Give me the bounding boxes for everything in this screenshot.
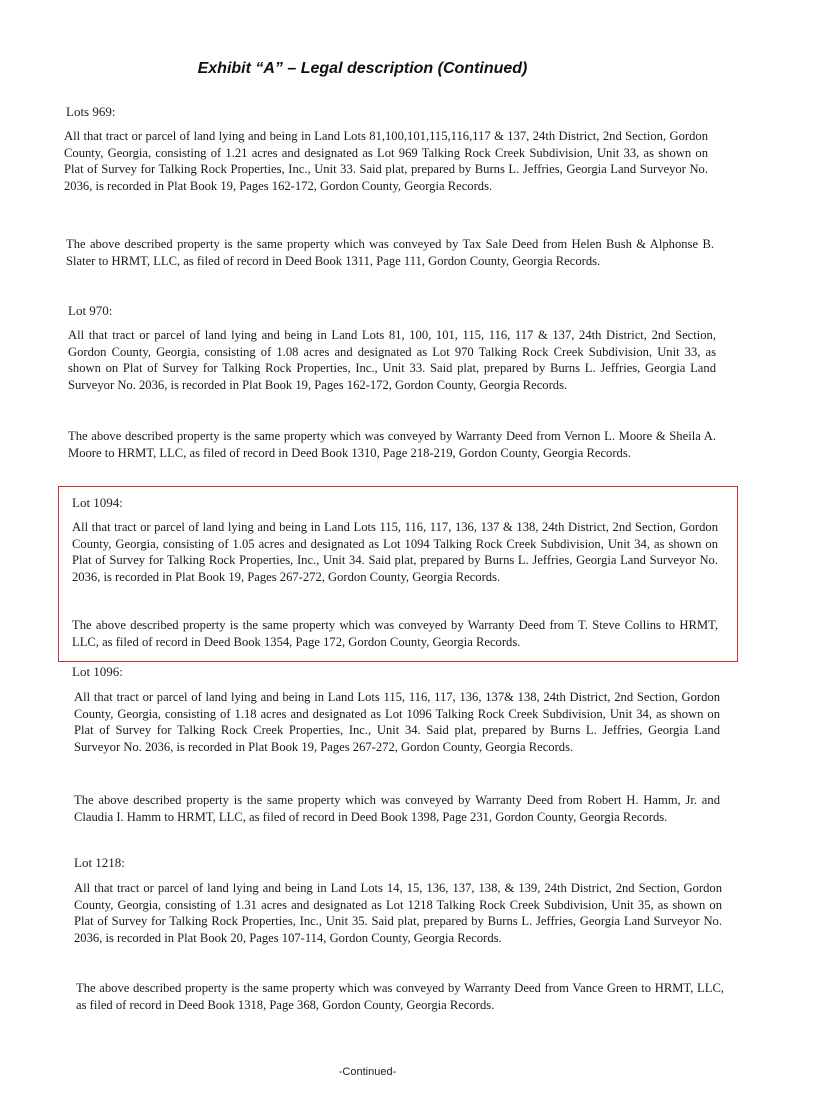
section-heading-lot-1096: Lot 1096: (72, 664, 123, 679)
lot-1096-conveyance: The above described property is the same property which was conveyed by Warranty Deed from Robert H. Hamm, Jr. and Claudia I. Hamm to HRMT, LLC, as filed of record in Deed Book 1398, Page 231, Gordon County, Georgia Records. (74, 793, 720, 824)
section-heading-lot-1218: Lot 1218: (74, 855, 125, 870)
lot-1094-description: All that tract or parcel of land lying and being in Land Lots 115, 116, 117, 136, 137 & 138, 24th District, 2nd Section, Gordon County, Georgia, consisting of 1.05 acres and designated as Lot 1094 Talking Rock Creek Subdivision, Unit 34, as shown on Plat of Survey for Talking Rock Properties, Inc., Unit 34. Said plat, prepared by Burns L. Jeffries, Georgia Land Surveyor No. 2036, is recorded in Plat Book 19, Pages 267-272, Gordon County, Georgia Records. (72, 520, 718, 584)
lot-970-conveyance: The above described property is the same property which was conveyed by Warranty Deed from Vernon L. Moore & Sheila A. Moore to HRMT, LLC, as filed of record in Deed Book 1310, Page 218-219, Gordon County, Georgia Records. (68, 429, 716, 460)
lot-969-conveyance: The above described property is the same property which was conveyed by Tax Sale Deed from Helen Bush & Alphonse B. Slater to HRMT, LLC, as filed of record in Deed Book 1311, Page 111, Gordon County, Georgia Records. (66, 237, 714, 268)
lot-969-description: All that tract or parcel of land lying and being in Land Lots 81,100,101,115,116,117 & 137, 24th District, 2nd Section, Gordon County, Georgia, consisting of 1.21 acres and designated as Lot 969 Talking Rock Creek Subdivision, Unit 33, as shown on Plat of Survey for Talking Rock Properties, Inc., Unit 33. Said plat, prepared by Burns L. Jeffries, Georgia Land Surveyor No. 2036, is recorded in Plat Book 19, Pages 162-172, Gordon County, Georgia Records. (64, 129, 708, 193)
lot-1218-conveyance: The above described property is the same property which was conveyed by Warranty Deed from Vance Green to HRMT, LLC, as filed of record in Deed Book 1318, Page 368, Gordon County, Georgia Records. (76, 981, 724, 1012)
lot-1096-description: All that tract or parcel of land lying and being in Land Lots 115, 116, 117, 136, 137& 138, 24th District, 2nd Section, Gordon County, Georgia, consisting of 1.18 acres and designated as Lot 1096 Talking Rock Creek Subdivision, Unit 34, as shown on Plat of Survey for Talking Rock Creek Properties, Inc., Unit 34. Said plat, prepared by Burns L. Jeffries, Georgia Land Surveyor No. 2036, is recorded in Plat Book 19, Pages 267-272, Gordon County, Georgia Records. (74, 690, 720, 754)
section-heading-lot-1094: Lot 1094: (72, 495, 123, 510)
section-heading-lot-969: Lots 969: (66, 104, 116, 119)
lot-970-description: All that tract or parcel of land lying and being in Land Lots 81, 100, 101, 115, 116, 117 & 137, 24th District, 2nd Section, Gordon County, Georgia, consisting of 1.08 acres and designated as Lot 970 Talking Rock Creek Subdivision, Unit 33, as shown on Plat of Survey for Talking Rock Properties, Inc., Unit 33. Said plat, prepared by Burns L. Jeffries, Georgia Land Surveyor No. 2036, is recorded in Plat Book 19, Pages 162-172, Gordon County, Georgia Records. (68, 328, 716, 392)
lot-1218-description: All that tract or parcel of land lying and being in Land Lots 14, 15, 136, 137, 138, & 139, 24th District, 2nd Section, Gordon County, Georgia, consisting of 1.31 acres and designated as Lot 1218 Talking Rock Creek Subdivision, Unit 35, as shown on Plat of Survey for Talking Rock Properties, Inc., Unit 35. Said plat, prepared by Burns L. Jeffries, Georgia Land Surveyor No. 2036, is recorded in Plat Book 20, Pages 107-114, Gordon County, Georgia Records. (74, 881, 722, 945)
section-heading-lot-970: Lot 970: (68, 303, 113, 318)
page-footer: -Continued- (338, 1066, 397, 1078)
lot-1094-conveyance: The above described property is the same property which was conveyed by Warranty Deed from T. Steve Collins to HRMT, LLC, as filed of record in Deed Book 1354, Page 172, Gordon County, Georgia Records. (72, 618, 718, 649)
page-title: Exhibit “A” – Legal description (Continued) (197, 60, 528, 77)
